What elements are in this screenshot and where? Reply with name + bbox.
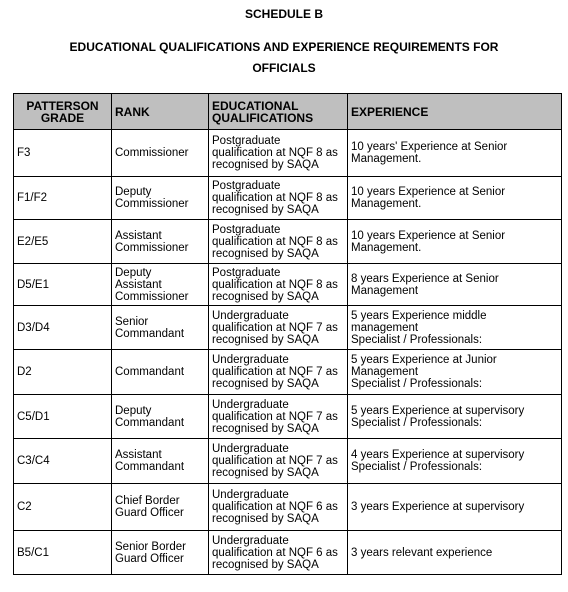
cell-rank: Senior Border Guard Officer bbox=[112, 531, 209, 575]
cell-rank: Commandant bbox=[112, 350, 209, 395]
document-title-line-1: EDUCATIONAL QUALIFICATIONS AND EXPERIENCE REQUIREMENTS FOR bbox=[69, 40, 499, 54]
cell-rank: Assistant Commissioner bbox=[112, 220, 209, 264]
table-header-row bbox=[14, 94, 562, 130]
table-row bbox=[14, 220, 562, 264]
cell-education: Postgraduate qualification at NQF 8 as recognised by SAQA bbox=[209, 177, 348, 220]
cell-grade: C2 bbox=[14, 484, 112, 531]
table-row bbox=[14, 130, 562, 177]
cell-experience: 3 years Experience at supervisory bbox=[348, 484, 562, 531]
header-educational-qualifications: EDUCATIONAL QUALIFICATIONS bbox=[209, 94, 348, 130]
cell-grade: D2 bbox=[14, 350, 112, 395]
cell-grade: C5/D1 bbox=[14, 395, 112, 439]
cell-grade: E2/E5 bbox=[14, 220, 112, 264]
cell-experience: 10 years' Experience at Senior Management. bbox=[348, 130, 562, 177]
cell-education: Undergraduate qualification at NQF 7 as recognised by SAQA bbox=[209, 306, 348, 350]
cell-rank: Deputy Commandant bbox=[112, 395, 209, 439]
cell-education: Postgraduate qualification at NQF 8 as recognised by SAQA bbox=[209, 264, 348, 306]
header-patterson-grade: PATTERSON GRADE bbox=[14, 94, 112, 130]
schedule-heading: SCHEDULE B bbox=[244, 7, 323, 21]
cell-education: Undergraduate qualification at NQF 6 as recognised by SAQA bbox=[209, 484, 348, 531]
cell-grade: D3/D4 bbox=[14, 306, 112, 350]
cell-rank: Chief Border Guard Officer bbox=[112, 484, 209, 531]
cell-education: Undergraduate qualification at NQF 6 as recognised by SAQA bbox=[209, 531, 348, 575]
cell-grade: B5/C1 bbox=[14, 531, 112, 575]
cell-education: Undergraduate qualification at NQF 7 as recognised by SAQA bbox=[209, 395, 348, 439]
cell-experience: 5 years Experience middle management Specialist / Professionals: bbox=[348, 306, 562, 350]
cell-grade: C3/C4 bbox=[14, 439, 112, 484]
cell-experience: 3 years relevant experience bbox=[348, 531, 562, 575]
cell-rank: Assistant Commandant bbox=[112, 439, 209, 484]
cell-experience: 4 years Experience at supervisory Specialist / Professionals: bbox=[348, 439, 562, 484]
cell-grade: D5/E1 bbox=[14, 264, 112, 306]
header-rank: RANK bbox=[112, 94, 209, 130]
table-row bbox=[14, 484, 562, 531]
table-row bbox=[14, 264, 562, 306]
cell-rank: Deputy Assistant Commissioner bbox=[112, 264, 209, 306]
cell-rank: Deputy Commissioner bbox=[112, 177, 209, 220]
cell-rank: Commissioner bbox=[112, 130, 209, 177]
cell-experience: 5 years Experience at supervisory Specialist / Professionals: bbox=[348, 395, 562, 439]
cell-experience: 10 years Experience at Senior Management. bbox=[348, 220, 562, 264]
table-row bbox=[14, 531, 562, 575]
cell-education: Postgraduate qualification at NQF 8 as recognised by SAQA bbox=[209, 130, 348, 177]
cell-grade: F3 bbox=[14, 130, 112, 177]
qualifications-table bbox=[13, 93, 562, 575]
cell-experience: 10 years Experience at Senior Management. bbox=[348, 177, 562, 220]
table-row bbox=[14, 350, 562, 395]
table-row bbox=[14, 439, 562, 484]
table-row bbox=[14, 395, 562, 439]
document-title-line-2: OFFICIALS bbox=[252, 61, 316, 75]
cell-education: Undergraduate qualification at NQF 7 as recognised by SAQA bbox=[209, 350, 348, 395]
cell-education: Postgraduate qualification at NQF 8 as recognised by SAQA bbox=[209, 220, 348, 264]
cell-grade: F1/F2 bbox=[14, 177, 112, 220]
table-row bbox=[14, 177, 562, 220]
cell-experience: 5 years Experience at Junior Management Specialist / Professionals: bbox=[348, 350, 562, 395]
table-body bbox=[14, 130, 562, 575]
table-row bbox=[14, 306, 562, 350]
header-experience: EXPERIENCE bbox=[348, 94, 562, 130]
cell-rank: Senior Commandant bbox=[112, 306, 209, 350]
cell-experience: 8 years Experience at Senior Management bbox=[348, 264, 562, 306]
cell-education: Undergraduate qualification at NQF 7 as recognised by SAQA bbox=[209, 439, 348, 484]
